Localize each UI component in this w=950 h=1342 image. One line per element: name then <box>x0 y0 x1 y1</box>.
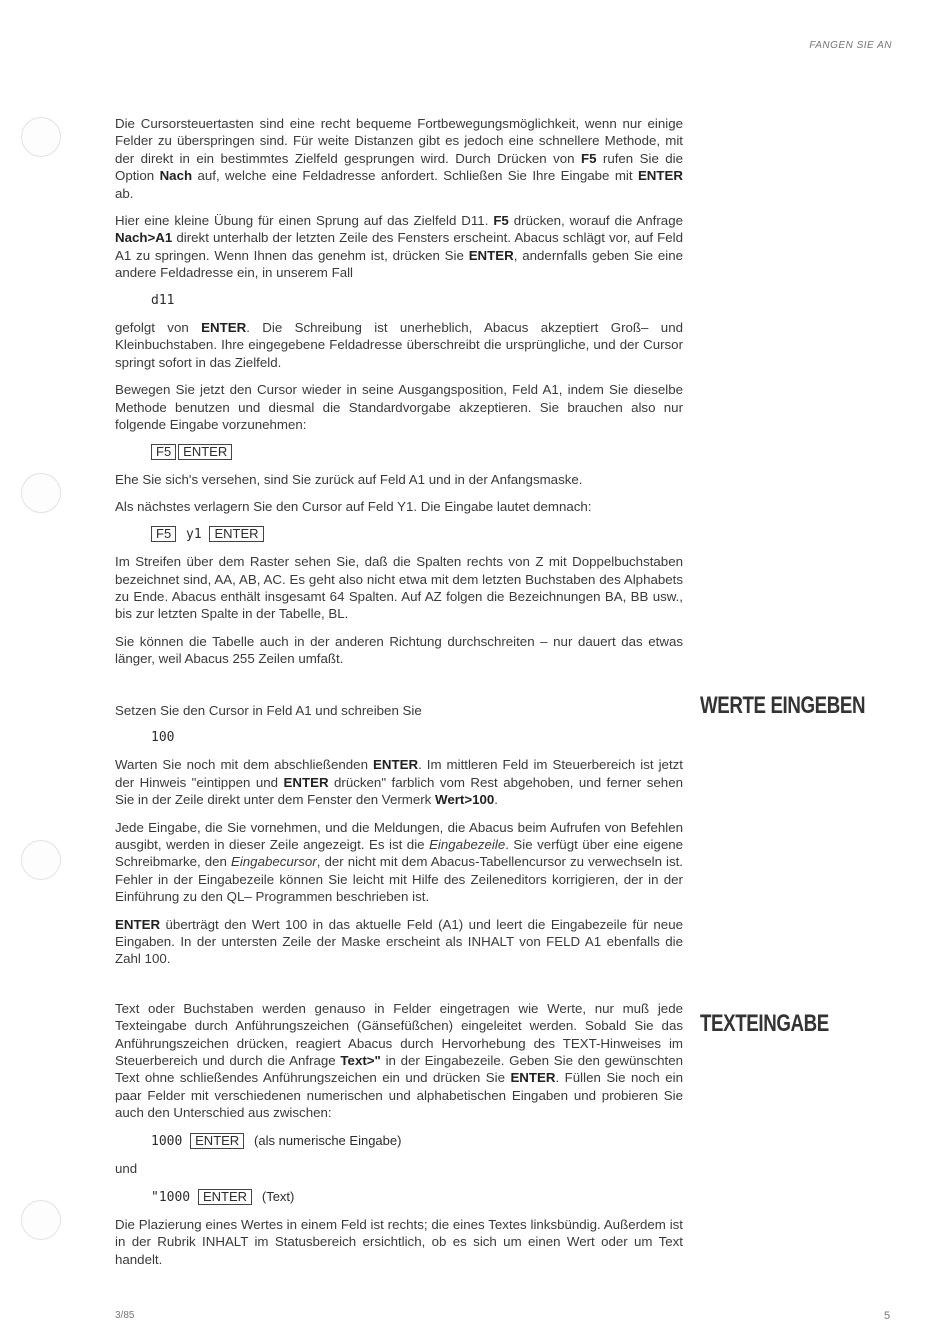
paragraph: Setzen Sie den Cursor in Feld A1 und schreiben Sie <box>115 702 422 718</box>
code-input: d11 <box>151 292 175 308</box>
paragraph: Hier eine kleine Übung für einen Sprung auf das Zielfeld D11. F5 drücken, worauf die Anfrage Nach>A1 direkt unterhalb der letzten Zeile des Fensters erscheint. Abacus schlägt vor, auf Feld A1 zu springen. Wenn Ihnen das genehm ist, drücken Sie ENTER, andernfalls geben Sie eine andere Feldadresse ein, in unserem Fall <box>115 213 683 281</box>
heading-werte-eingeben: WERTE EINGEBEN <box>700 692 866 719</box>
footer-date: 3/85 <box>115 1310 135 1321</box>
key-enter: ENTER <box>209 526 263 542</box>
paragraph: Jede Eingabe, die Sie vornehmen, und die Meldungen, die Abacus beim Aufrufen von Befehlen ausgibt, werden in dieser Zeile angezeigt. Es ist die Eingabezeile. Sie verfügt über eine eigene Schreibmarke, den Eingabecursor, der nicht mit dem Abacus-Tabellencursor zu verwechseln ist. Fehler in der Eingabezeile können Sie leicht mit Hilfe des Zeileneditors korrigieren, der in der Einführung zu den QL– Programmen beschrieben ist. <box>115 819 683 905</box>
paragraph: Warten Sie noch mit dem abschließenden ENTER. Im mittleren Feld im Steuerbereich ist jetzt der Hinweis "eintippen und ENTER drücken" farblich vom Rest abgehoben, und ferner sehen Sie in der Zeile direkt unter dem Fenster den Vermerk Wert>100. <box>115 757 683 808</box>
body-text <box>115 115 683 1278</box>
paragraph: Ehe Sie sich's versehen, sind Sie zurück auf Feld A1 und in der Anfangsmaske. <box>115 471 583 487</box>
paragraph: Die Plazierung eines Wertes in einem Feld ist rechts; die eines Textes linksbündig. Außerdem ist in der Rubrik INHALT im Statusbereich ersichtlich, ob es sich um einen Wert oder um Text handelt. <box>115 1216 683 1267</box>
key-sequence <box>151 526 683 543</box>
example-numeric <box>151 1132 683 1150</box>
code-input: 1000 <box>151 1133 183 1149</box>
binder-hole <box>21 473 61 513</box>
key-enter: ENTER <box>198 1189 252 1205</box>
note: (als numerische Eingabe) <box>254 1132 402 1148</box>
heading-texteingabe: TEXTEINGABE <box>700 1010 829 1037</box>
paragraph: Text oder Buchstaben werden genauso in Felder eingetragen wie Werte, nur muß jede Texteingabe durch Anführungszeichen (Gänsefüßchen) eingeleitet werden. Sobald Sie das Anführungszeichen drücken, reagiert Abacus durch Hervorhebung des TEXT-Hinweises im Steuerbereich und durch die Anfrage Text>" in der Eingabezeile. Geben Sie den gewünschten Text ohne schließendes Anführungszeichen ein und drücken Sie ENTER. Füllen Sie noch ein paar Felder mit verschiedenen numerischen und alphabetischen Eingaben und probieren Sie auch den Unterschied aus zwischen: <box>115 1000 683 1121</box>
note: (Text) <box>261 1188 295 1204</box>
key-f5: F5 <box>151 526 176 542</box>
paragraph: Im Streifen über dem Raster sehen Sie, daß die Spalten rechts von Z mit Doppelbuchstaben bezeichnet sind, AA, AB, AC. Es geht also nicht etwa mit dem letzten Buchstaben des Alphabets zu Ende. Abacus enthält insgesamt 64 Spalten. Auf AZ folgen die Bezeichnungen BA, BB usw., bis zur letzten Spalte in der Tabelle, BL. <box>115 554 683 622</box>
code-input: y1 <box>186 526 202 542</box>
page-number: 5 <box>884 1310 891 1322</box>
paragraph: Die Cursorsteuertasten sind eine recht bequeme Fortbewegungsmöglichkeit, wenn nur einige Felder zu überspringen sind. Für weite Distanzen gibt es jedoch eine schnellere Methode, mit der direkt in ein bestimmtes Zielfeld gesprungen wird. Durch Drücken von F5 rufen Sie die Option Nach auf, welche eine Feldadresse anfordert. Schließen Sie Ihre Eingabe mit ENTER ab. <box>115 116 684 201</box>
binder-hole <box>21 117 61 157</box>
paragraph: ENTER überträgt den Wert 100 in das aktuelle Feld (A1) und leert die Eingabezeile für neue Eingaben. In der untersten Zeile der Maske erscheint als INHALT von FELD A1 ebenfalls die Zahl 100. <box>115 916 683 967</box>
paragraph: Sie können die Tabelle auch in der anderen Richtung durchschreiten – nur dauert das etwas länger, weil Abacus 255 Zeilen umfaßt. <box>115 633 683 667</box>
binder-hole <box>21 840 61 880</box>
paragraph: gefolgt von ENTER. Die Schreibung ist unerheblich, Abacus akzeptiert Groß– und Kleinbuchstaben. Ihre eingegebene Feldadresse überschreibt die ursprüngliche, und der Cursor springt sofort in das Zielfeld. <box>115 320 683 370</box>
key-enter: ENTER <box>178 444 232 460</box>
example-text <box>151 1188 683 1206</box>
paragraph: und <box>115 1161 138 1177</box>
paragraph: Als nächstes verlagern Sie den Cursor auf Feld Y1. Die Eingabe lautet demnach: <box>115 499 592 515</box>
key-f5: F5 <box>151 444 176 460</box>
code-input: "1000 <box>151 1189 191 1205</box>
running-head: FANGEN SIE AN <box>809 40 892 51</box>
key-sequence <box>151 444 683 461</box>
code-input: 100 <box>151 729 175 745</box>
paragraph: Bewegen Sie jetzt den Cursor wieder in seine Ausgangsposition, Feld A1, indem Sie dieselbe Methode benutzen und diesmal die Standardvorgabe akzeptieren. Sie brauchen also nur folgende Eingabe vorzunehmen: <box>115 382 683 433</box>
key-enter: ENTER <box>190 1133 244 1149</box>
binder-hole <box>21 1200 61 1240</box>
